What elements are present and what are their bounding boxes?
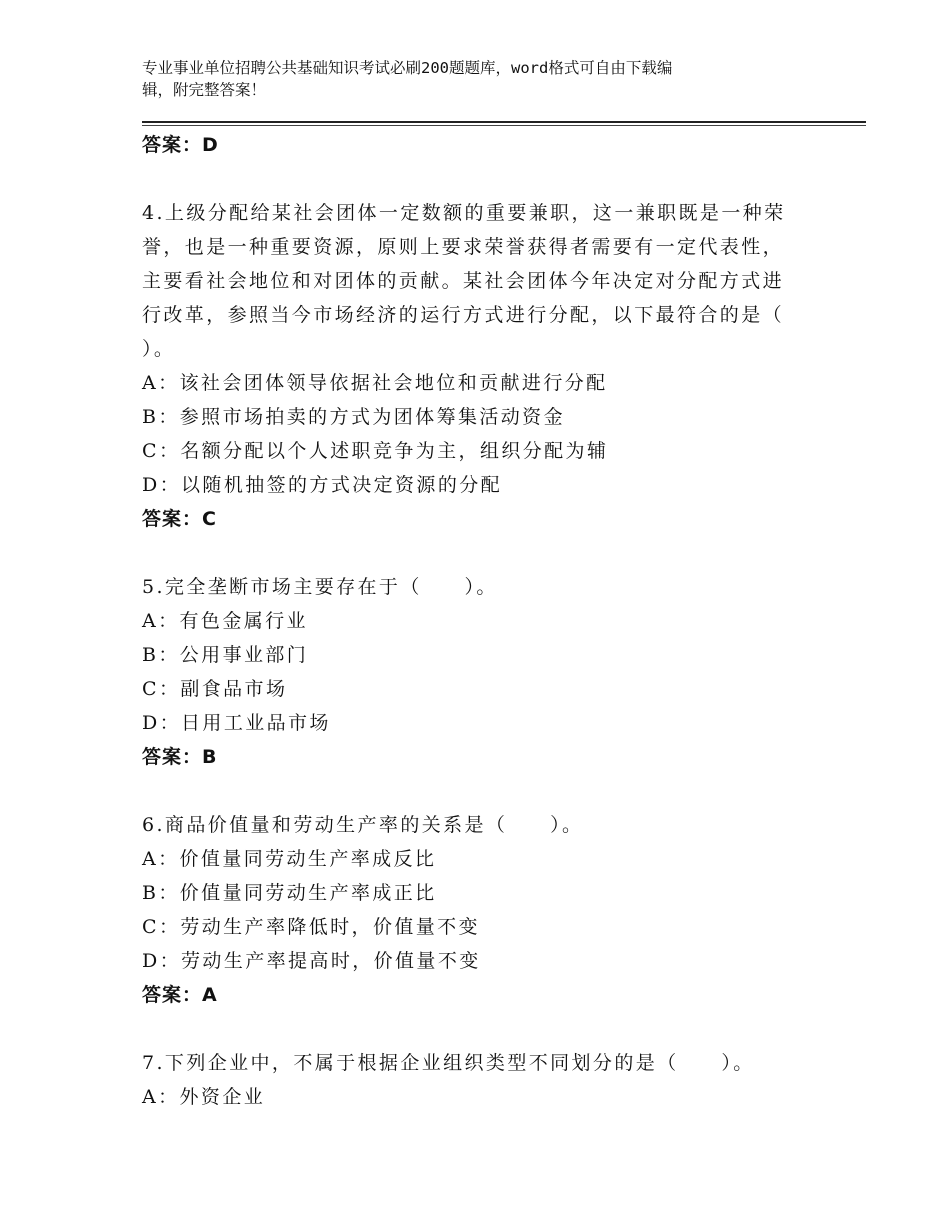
question-stem-line: 5.完全垄断市场主要存在于（ ）。 xyxy=(142,576,498,598)
question-block xyxy=(142,196,802,536)
page-header xyxy=(142,57,802,101)
answer-label: 答案：C xyxy=(142,508,217,530)
question-block xyxy=(142,1046,802,1114)
option-a: A：该社会团体领导依据社会地位和贡献进行分配 xyxy=(142,372,608,394)
option-c: C：劳动生产率降低时，价值量不变 xyxy=(142,916,480,938)
question-stem-line: 4.上级分配给某社会团体一定数额的重要兼职，这一兼职既是一种荣 xyxy=(142,202,786,224)
option-b: B：参照市场拍卖的方式为团体筹集活动资金 xyxy=(142,406,565,428)
spacer xyxy=(142,1012,802,1046)
question-stem-line: 行改革，参照当今市场经济的运行方式进行分配，以下最符合的是（ xyxy=(142,304,785,326)
question-stem-line: 主要看社会地位和对团体的贡献。某社会团体今年决定对分配方式进 xyxy=(142,270,785,292)
header-rule-thin xyxy=(142,125,866,126)
answer-label: 答案：A xyxy=(142,984,218,1006)
answer-label: 答案：B xyxy=(142,746,218,768)
question-stem-line: 誉，也是一种重要资源，原则上要求荣誉获得者需要有一定代表性， xyxy=(142,236,785,258)
question-stem-line: 7.下列企业中，不属于根据企业组织类型不同划分的是（ ）。 xyxy=(142,1052,755,1074)
spacer xyxy=(142,162,802,196)
option-b: B：公用事业部门 xyxy=(142,644,309,666)
option-c: C：名额分配以个人述职竞争为主，组织分配为辅 xyxy=(142,440,609,462)
question-block xyxy=(142,808,802,1012)
question-stem-line: ）。 xyxy=(142,338,176,360)
spacer xyxy=(142,536,802,570)
question-list xyxy=(142,128,802,1114)
option-d: D：日用工业品市场 xyxy=(142,712,331,734)
header-line-2: 辑，附完整答案！ xyxy=(142,81,267,99)
option-a: A：价值量同劳动生产率成反比 xyxy=(142,848,437,870)
question-block xyxy=(142,570,802,774)
option-a: A：外资企业 xyxy=(142,1086,266,1108)
option-d: D：以随机抽签的方式决定资源的分配 xyxy=(142,474,503,496)
option-c: C：副食品市场 xyxy=(142,678,288,700)
question-stem-line: 6.商品价值量和劳动生产率的关系是（ ）。 xyxy=(142,814,584,836)
spacer xyxy=(142,774,802,808)
option-a: A：有色金属行业 xyxy=(142,610,308,632)
answer-label: 答案：D xyxy=(142,134,219,156)
header-rule-thick xyxy=(142,121,866,123)
option-d: D：劳动生产率提高时，价值量不变 xyxy=(142,950,481,972)
option-b: B：价值量同劳动生产率成正比 xyxy=(142,882,437,904)
header-line-1: 专业事业单位招聘公共基础知识考试必刷200题题库，word格式可自由下载编 xyxy=(142,59,673,77)
